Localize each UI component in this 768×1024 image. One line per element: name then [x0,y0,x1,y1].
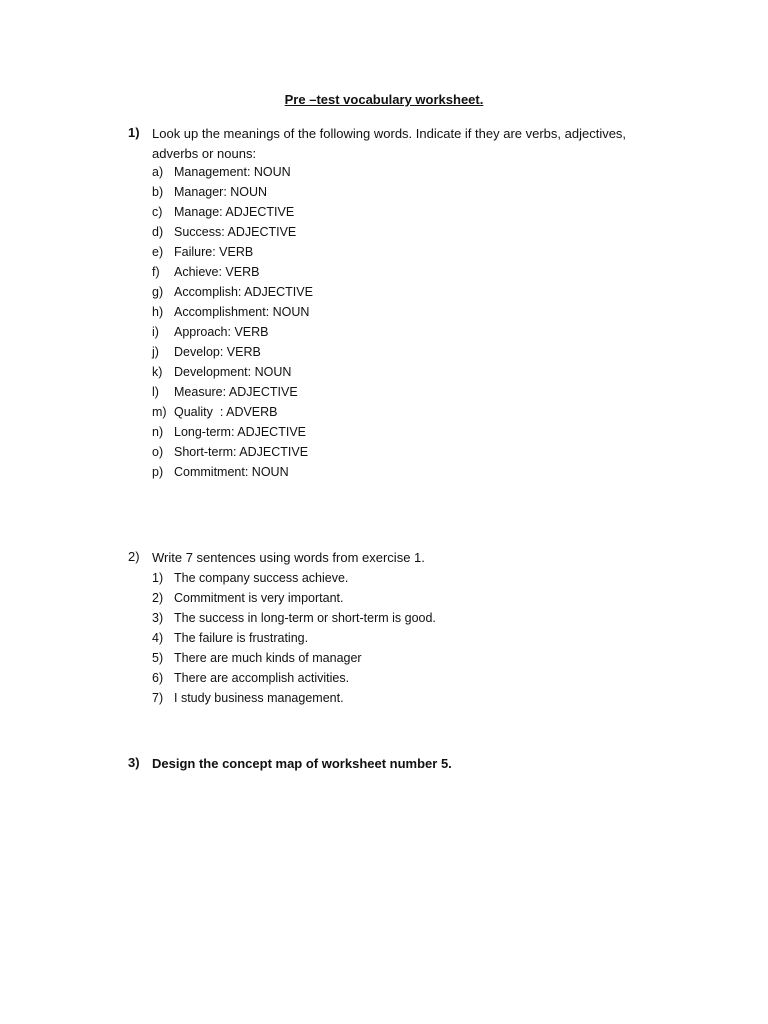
list-item-text: I study business management. [174,691,344,705]
list-item-text: Manage: ADJECTIVE [174,205,295,219]
q2-list-item [152,608,436,628]
list-item-text: Commitment is very important. [174,591,344,605]
list-item-marker: h) [152,305,164,319]
list-item-text: Failure: VERB [174,245,254,259]
list-item-text: Approach: VERB [174,325,269,339]
list-item-text: The success in long-term or short-term is good. [174,611,436,625]
list-item-marker: e) [152,245,164,259]
question-2-sentence-list [152,568,436,708]
q1-list-item [152,422,313,442]
question-3-number: 3) [128,755,140,770]
q2-list-item [152,568,436,588]
q1-list-item [152,402,313,422]
list-item-text: Measure: ADJECTIVE [174,385,298,399]
list-item-text: Accomplish: ADJECTIVE [174,285,313,299]
list-item-text: Short-term: ADJECTIVE [174,445,309,459]
list-item-marker: n) [152,425,164,439]
list-item-marker: j) [152,345,159,359]
q1-list-item [152,262,313,282]
q1-list-item [152,322,313,342]
list-item-text: There are much kinds of manager [174,651,362,665]
q1-list-item [152,282,313,302]
list-item-marker: b) [152,185,164,199]
q1-list-item [152,302,313,322]
q1-list-item [152,202,313,222]
list-item-marker: d) [152,225,164,239]
list-item-text: Accomplishment: NOUN [174,305,310,319]
question-2-text: Write 7 sentences using words from exercise 1. [152,550,425,565]
list-item-marker: 1) [152,571,164,585]
list-item-text: Development: NOUN [174,365,292,379]
list-item-marker: a) [152,165,164,179]
list-item-text: Quality : ADVERB [174,405,278,419]
q1-list-item [152,382,313,402]
list-item-marker: 4) [152,631,164,645]
list-item-marker: 2) [152,591,164,605]
q1-list-item [152,162,313,182]
list-item-marker: 7) [152,691,164,705]
list-item-marker: g) [152,285,164,299]
question-2-number: 2) [128,549,140,564]
list-item-marker: c) [152,205,163,219]
q1-list-item [152,182,313,202]
list-item-text: Manager: NOUN [174,185,268,199]
question-3-text: Design the concept map of worksheet number 5. [152,756,452,771]
list-item-marker: i) [152,325,159,339]
q1-list-item [152,222,313,242]
list-item-marker: 5) [152,651,164,665]
list-item-marker: o) [152,445,164,459]
q1-list-item [152,362,313,382]
list-item-text: Develop: VERB [174,345,261,359]
list-item-marker: p) [152,465,164,479]
list-item-text: The company success achieve. [174,571,349,585]
list-item-text: The failure is frustrating. [174,631,309,645]
list-item-text: Long-term: ADJECTIVE [174,425,306,439]
list-item-marker: l) [152,385,159,399]
list-item-text: There are accomplish activities. [174,671,350,685]
q1-list-item [152,342,313,362]
list-item-text: Success: ADJECTIVE [174,225,297,239]
list-item-marker: f) [152,265,160,279]
list-item-marker: m) [152,405,167,419]
q2-list-item [152,648,436,668]
q1-list-item [152,242,313,262]
q2-list-item [152,628,436,648]
list-item-text: Commitment: NOUN [174,465,289,479]
list-item-marker: 6) [152,671,164,685]
list-item-text: Management: NOUN [174,165,291,179]
q2-list-item [152,588,436,608]
q2-list-item [152,688,436,708]
list-item-marker: 3) [152,611,164,625]
question-1-text: Look up the meanings of the following words. Indicate if they are verbs, adjectives, adverbs or nouns: [152,126,627,161]
q2-list-item [152,668,436,688]
q1-list-item [152,442,313,462]
list-item-marker: k) [152,365,163,379]
question-1-number: 1) [128,125,140,140]
question-1-word-list [152,162,313,482]
worksheet-title: Pre –test vocabulary worksheet. [284,92,484,107]
list-item-text: Achieve: VERB [174,265,260,279]
q1-list-item [152,462,313,482]
